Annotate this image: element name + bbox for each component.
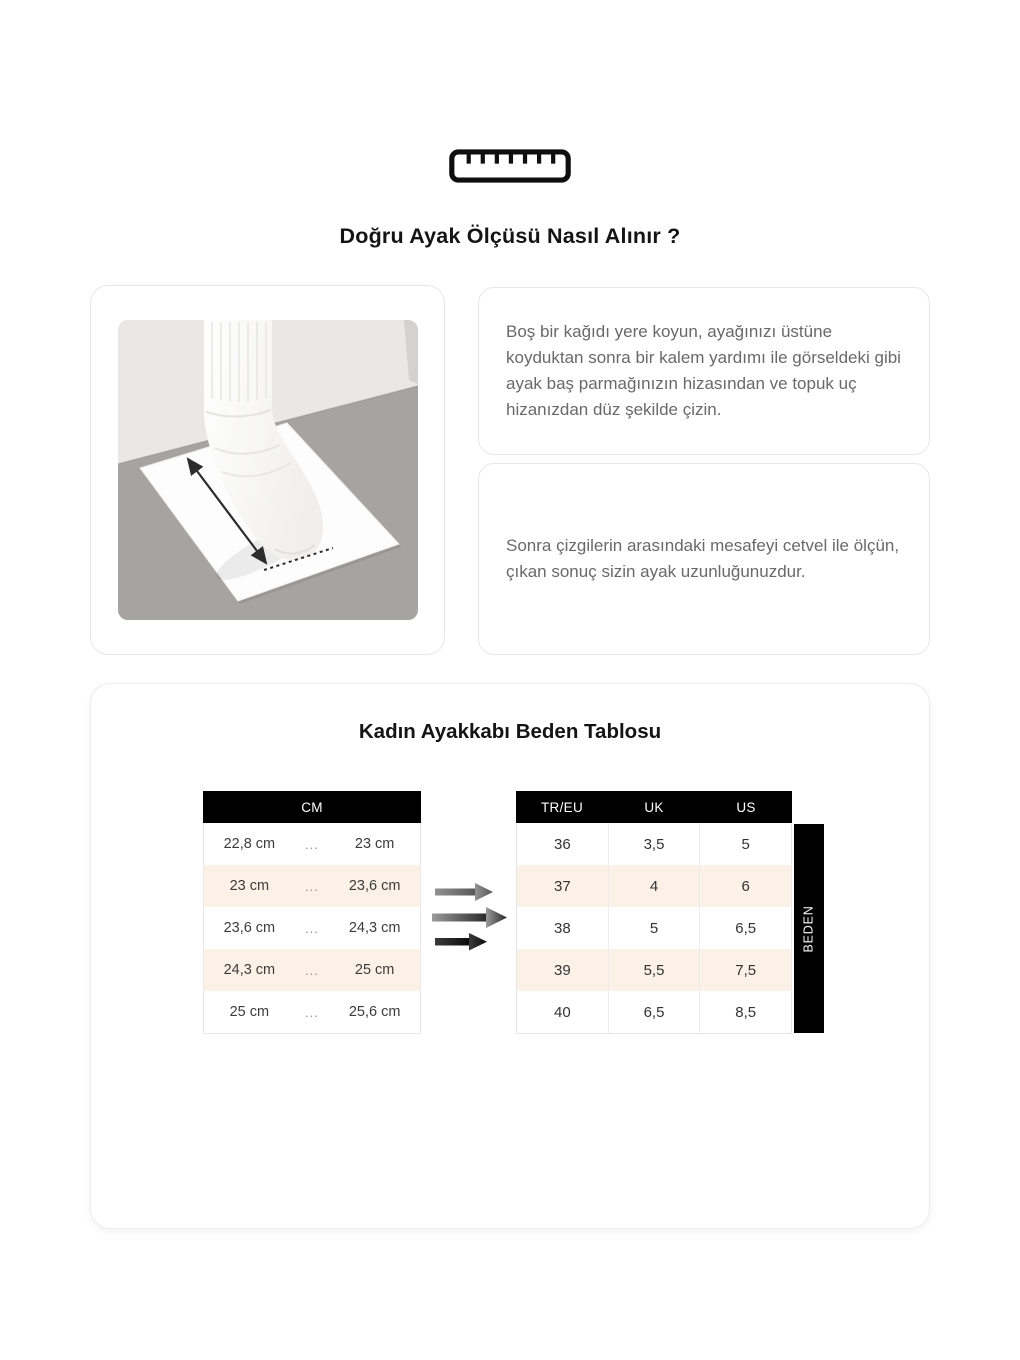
- size-chart-card: [90, 683, 930, 1229]
- cm-table-row: [204, 907, 420, 949]
- range-separator: ...: [305, 962, 319, 978]
- size-uk: 4: [608, 865, 700, 907]
- instruction-card-1: [478, 287, 930, 455]
- size-conversion-table: [516, 791, 792, 1034]
- foot-photo-card: [90, 285, 445, 655]
- range-separator: ...: [305, 1004, 319, 1020]
- range-separator: ...: [305, 836, 319, 852]
- beden-side-bar: [794, 824, 824, 1033]
- size-uk: 3,5: [608, 823, 700, 865]
- col-header-uk: UK: [644, 799, 664, 815]
- size-tables: [91, 791, 931, 1041]
- ruler-icon: [449, 148, 571, 184]
- cm-table-header: [203, 791, 421, 823]
- cm-header-label: CM: [301, 799, 323, 815]
- cm-min: 23 cm: [229, 878, 270, 894]
- cm-min: 24,3 cm: [223, 962, 276, 978]
- col-header-us: US: [736, 799, 756, 815]
- size-us: 7,5: [699, 949, 791, 991]
- cm-min: 22,8 cm: [223, 836, 276, 852]
- cm-min: 23,6 cm: [223, 920, 276, 936]
- foot-measurement-photo: [118, 320, 418, 620]
- cm-max: 23 cm: [354, 836, 395, 852]
- instruction-step-2: Sonra çizgilerin arasındaki mesafeyi cetvel ile ölçün, çıkan sonuç sizin ayak uzunluğunuzdur.: [506, 536, 900, 581]
- size-uk: 6,5: [608, 991, 700, 1033]
- size-us: 6: [699, 865, 791, 907]
- size-tr-eu: 38: [553, 919, 571, 937]
- size-table-row: [517, 949, 791, 991]
- triple-arrow-icon: [429, 875, 514, 953]
- size-table-body: [516, 823, 792, 1034]
- size-table-row: [517, 991, 791, 1033]
- size-us: 6,5: [699, 907, 791, 949]
- cm-max: 25 cm: [354, 962, 395, 978]
- size-tr-eu: 39: [553, 961, 571, 979]
- size-tr-eu: 40: [553, 1003, 571, 1021]
- size-tr-eu: 37: [553, 877, 571, 895]
- size-uk: 5,5: [608, 949, 700, 991]
- size-table-row: [517, 907, 791, 949]
- instruction-step-1: Boş bir kağıdı yere koyun, ayağınızı üstüne koyduktan sonra bir kalem yardımı ile görseldeki gibi ayak baş parmağınızın hizasından ve topuk uç hizanızdan düz şekilde çizin.: [506, 322, 901, 419]
- cm-max: 25,6 cm: [348, 1004, 401, 1020]
- page-title: Doğru Ayak Ölçüsü Nasıl Alınır ?: [339, 224, 681, 248]
- size-us: 5: [699, 823, 791, 865]
- cm-table-row: [204, 823, 420, 865]
- size-table-row: [517, 823, 791, 865]
- cm-table-row: [204, 865, 420, 907]
- instruction-card-2: [478, 463, 930, 655]
- cm-max: 24,3 cm: [348, 920, 401, 936]
- beden-label: BEDEN: [802, 904, 817, 953]
- size-table-header: [516, 791, 792, 823]
- instruction-cards: [478, 285, 930, 655]
- cm-max: 23,6 cm: [348, 878, 401, 894]
- cm-min: 25 cm: [229, 1004, 270, 1020]
- measure-row: [90, 285, 930, 655]
- size-uk: 5: [608, 907, 700, 949]
- cm-table: [203, 791, 421, 1034]
- size-tr-eu: 36: [553, 835, 571, 853]
- size-us: 8,5: [699, 991, 791, 1033]
- cm-table-row: [204, 949, 420, 991]
- cm-table-row: [204, 991, 420, 1033]
- cm-table-body: [203, 823, 421, 1034]
- range-separator: ...: [305, 878, 319, 894]
- size-table-row: [517, 865, 791, 907]
- range-separator: ...: [305, 920, 319, 936]
- size-chart-title: Kadın Ayakkabı Beden Tablosu: [358, 720, 662, 743]
- measure-header: [90, 148, 930, 249]
- col-header-tr-eu: TR/EU: [541, 799, 583, 815]
